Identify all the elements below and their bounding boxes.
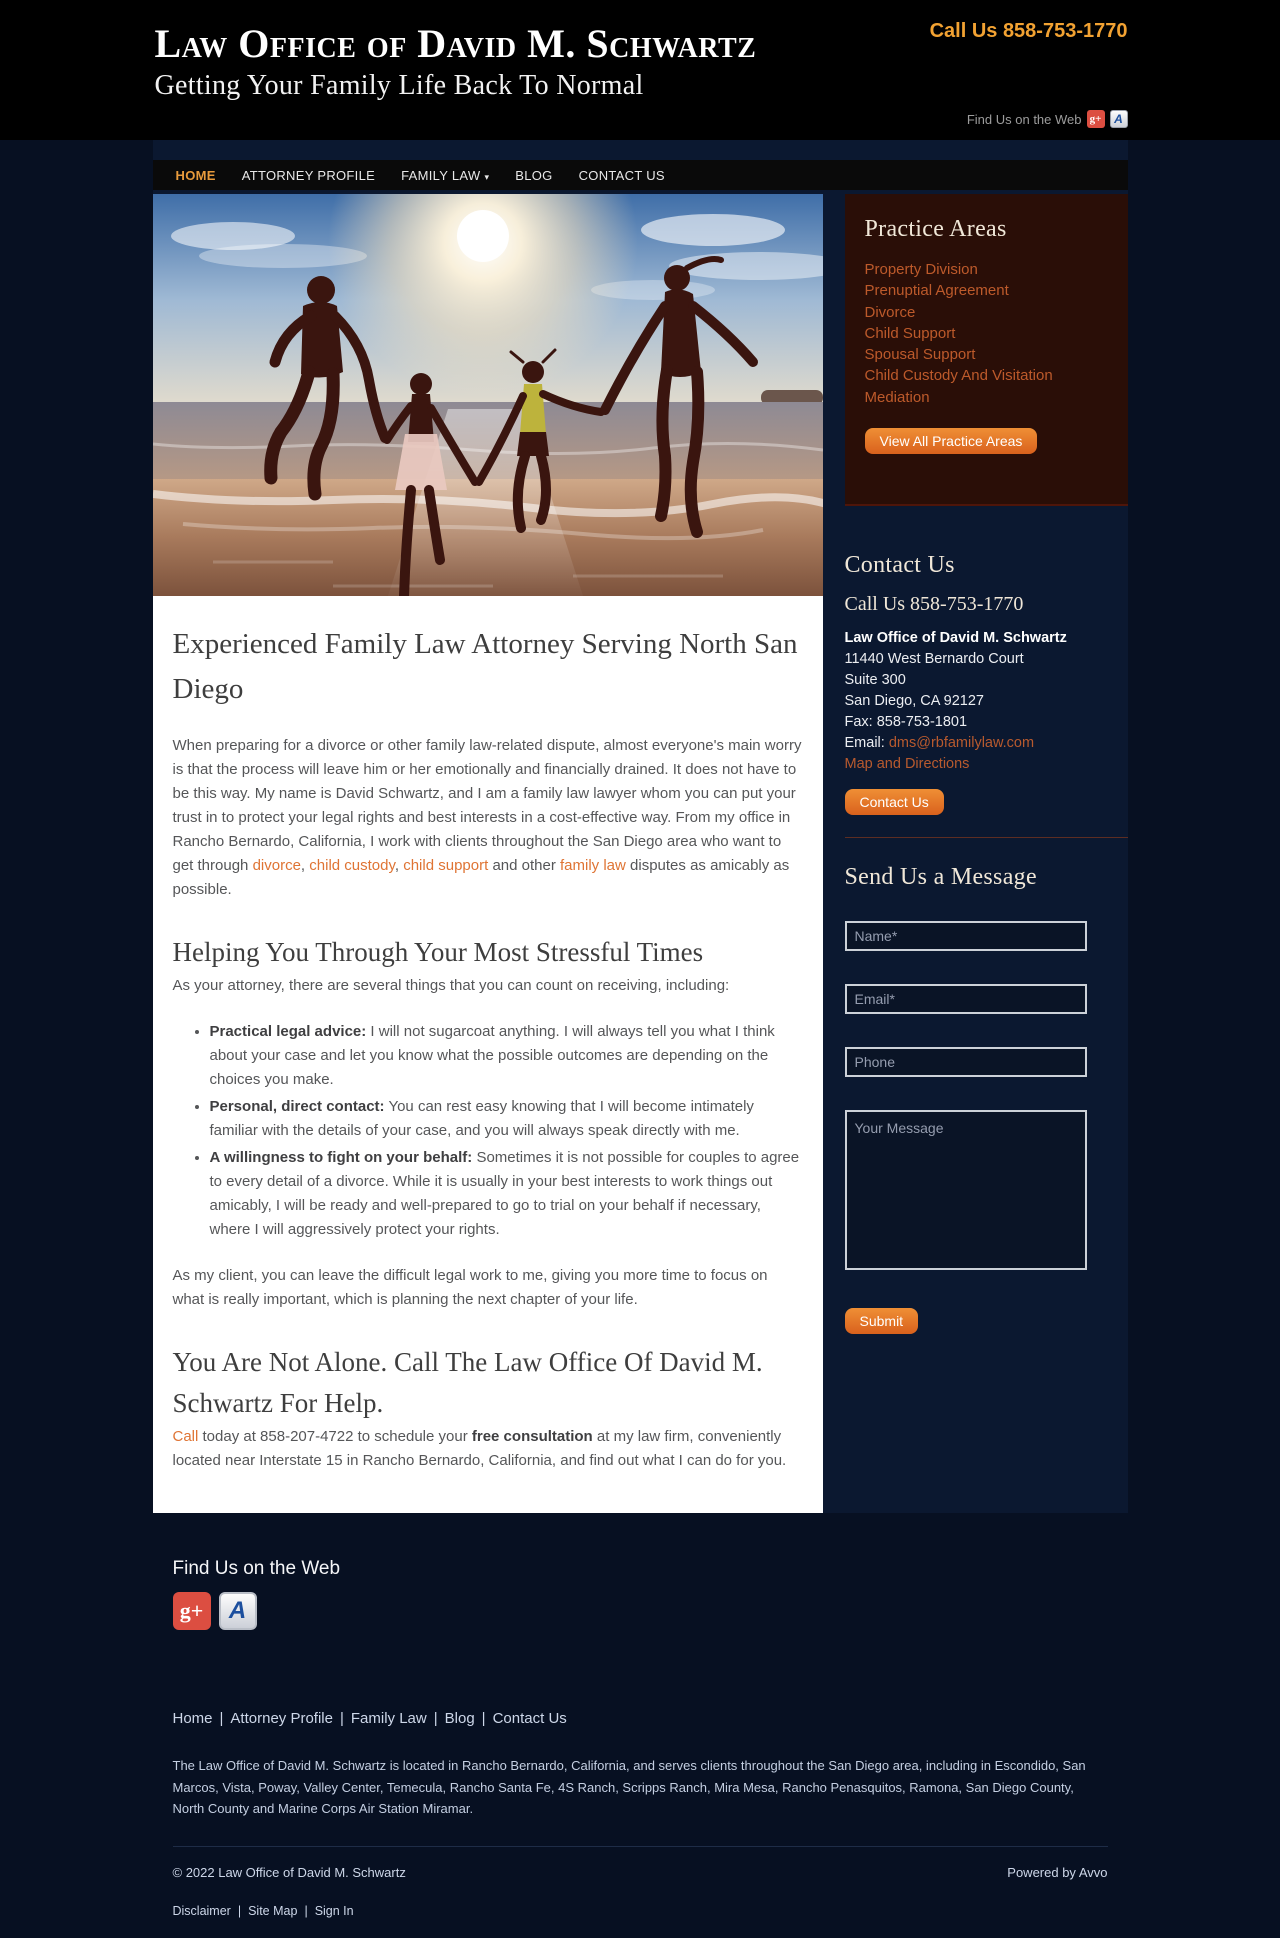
footer-find-us-label: Find Us on the Web <box>172 1558 341 1580</box>
footer-link-blog[interactable]: Blog <box>444 1710 475 1728</box>
submit-button[interactable]: Submit <box>845 1308 919 1334</box>
view-all-practice-areas-button[interactable]: View All Practice Areas <box>865 428 1038 454</box>
send-message-title: Send Us a Message <box>844 864 1037 891</box>
site-title: Law Office of David M. Schwartz <box>154 21 757 66</box>
practice-link-property-division[interactable]: Property Division <box>864 261 978 278</box>
fax-line: Fax: 858-753-1801 <box>844 714 968 731</box>
email-line: Email: dms@rbfamilylaw.com <box>844 735 1035 752</box>
map-directions-link[interactable]: Map and Directions <box>844 756 970 773</box>
footer-divider <box>173 1846 1108 1847</box>
copyright-text: © 2022 Law Office of David M. Schwartz <box>172 1864 406 1880</box>
practice-link-prenuptial-agreement[interactable]: Prenuptial Agreement <box>864 282 1009 300</box>
footer-legal-links: Disclaimer | Site Map | Sign In <box>172 1903 354 1918</box>
header-phone: Call Us 858-753-1770 <box>929 20 1128 42</box>
footer-link-home[interactable]: Home <box>172 1710 213 1728</box>
intro-paragraph: When preparing for a divorce or other family law-related dispute, almost everyone's main worry is that the process will leave him or her emotionally and financially drained. It does not have to be this way. My name is David Schwartz, and I am a family law lawyer whom you can put your trust in to protect your legal rights and best interests in a cost-effective way. From my office in Rancho Bernardo, California, I work with clients throughout the San Diego area who want to get through divorce, child custody, child support and other family law disputes as amicably as possible. <box>172 736 802 898</box>
sign-in-link[interactable]: Sign In <box>314 1903 354 1918</box>
nav-item-family-law[interactable]: FAMILY LAW ▾ <box>401 167 490 183</box>
nav-item-contact-us[interactable]: CONTACT US <box>578 167 665 183</box>
brand <box>153 0 757 140</box>
contact-address <box>845 628 1128 775</box>
section-heading-stressful-times: Helping You Through Your Most Stressful Times <box>172 936 704 967</box>
contact-title: Contact Us <box>844 552 955 578</box>
site-footer <box>153 1513 1128 1937</box>
practice-link-child-custody[interactable]: Child Custody And Visitation <box>864 367 1053 385</box>
google-plus-icon[interactable]: g+ <box>173 1592 211 1630</box>
cta-paragraph: Call today at 858-207-4722 to schedule your free consultation at my law firm, conveniently located near Interstate 15 in Rancho Bernardo, California, and find out what I can do for you. <box>172 1428 787 1470</box>
hero-image-family-beach <box>153 194 823 596</box>
contact-phone: Call Us 858-753-1770 <box>844 593 1024 615</box>
message-textarea[interactable] <box>845 1110 1087 1270</box>
inline-link[interactable]: child support <box>403 856 489 874</box>
google-plus-icon[interactable]: g+ <box>1087 110 1105 128</box>
site-header <box>0 0 1280 140</box>
find-us-label: Find Us on the Web <box>966 111 1082 127</box>
practice-link-child-support[interactable]: Child Support <box>864 324 956 342</box>
email-link[interactable]: dms@rbfamilylaw.com <box>888 735 1035 752</box>
closing-paragraph: As my client, you can leave the difficult legal work to me, giving you more time to focus on what is really important, which is planning the next chapter of your life. <box>172 1267 768 1309</box>
contact-panel <box>845 506 1128 838</box>
nav-item-home[interactable]: HOME <box>175 167 216 183</box>
footer-nav: Home | Attorney Profile | Family Law | Blog | Contact Us <box>172 1710 567 1728</box>
list-item: • Personal, direct contact: You can rest easy knowing that I will become intimately familiar with the details of your case, and you will always speak directly with me. <box>210 1095 803 1143</box>
list-intro: As your attorney, there are several things that you can count on receiving, including: <box>172 977 730 995</box>
site-map-link[interactable]: Site Map <box>248 1903 298 1918</box>
chevron-down-icon: ▾ <box>484 171 490 182</box>
list-item: • Practical legal advice: I will not sugarcoat anything. I will always tell you what I think about your case and let you know what the possible outcomes are depending on the choices you make. <box>210 1020 803 1092</box>
sidebar <box>845 194 1128 1334</box>
footer-locality-text: The Law Office of David M. Schwartz is located in Rancho Bernardo, California, and serves clients throughout the San Diego area, including in Escondido, San Marcos, Vista, Poway, Valley Center, Temecula, Rancho Santa Fe, 4S Ranch, Scripps Ranch, Mira Mesa, Rancho Penasquitos, Ramona, San Diego County, North County and Marine Corps Air Station Miramar. <box>172 1758 1086 1817</box>
inline-link[interactable]: divorce <box>252 856 301 874</box>
contact-us-button[interactable]: Contact Us <box>845 789 944 815</box>
inline-link[interactable]: child custody <box>309 856 395 874</box>
main-nav <box>153 160 1128 190</box>
footer-link-contact-us[interactable]: Contact Us <box>492 1710 567 1728</box>
footer-link-family-law[interactable]: Family Law <box>350 1710 427 1728</box>
send-message-panel <box>845 838 1128 1334</box>
practice-link-mediation[interactable]: Mediation <box>864 388 930 406</box>
address-line: 11440 West Bernardo Court <box>844 651 1024 668</box>
phone-input[interactable] <box>845 1047 1087 1077</box>
practice-link-spousal-support[interactable]: Spousal Support <box>864 346 976 364</box>
firm-name: Law Office of David M. Schwartz <box>844 630 1067 646</box>
disclaimer-link[interactable]: Disclaimer <box>172 1903 231 1918</box>
nav-item-attorney-profile[interactable]: ATTORNEY PROFILE <box>241 167 376 183</box>
page-title: Experienced Family Law Attorney Serving North San Diego <box>172 628 798 705</box>
practice-link-divorce[interactable]: Divorce <box>864 303 916 321</box>
inline-link[interactable]: family law <box>560 856 626 874</box>
address-line: Suite 300 <box>844 672 906 689</box>
site-tagline: Getting Your Family Life Back To Normal <box>154 70 644 101</box>
main-content <box>153 596 823 1513</box>
section-heading-help: You Are Not Alone. Call The Law Office Of David M. Schwartz For Help. <box>172 1347 763 1418</box>
practice-areas-panel <box>845 194 1128 506</box>
address-line: San Diego, CA 92127 <box>844 693 984 710</box>
name-input[interactable] <box>845 921 1087 951</box>
nav-item-blog[interactable]: BLOG <box>515 167 553 183</box>
powered-by-text: Powered by Avvo <box>1007 1864 1108 1880</box>
avvo-icon[interactable]: A <box>219 1592 257 1630</box>
inline-link[interactable]: Call <box>172 1428 199 1446</box>
list-item: • A willingness to fight on your behalf: Sometimes it is not possible for couples to agree to every detail of a divorce. While it is usually in your best interests to work things out amicably, I will be ready and well-prepared to go to trial on your behalf if necessary, where I will aggressively protect your rights. <box>210 1146 803 1242</box>
benefits-list <box>173 1020 803 1242</box>
email-input[interactable] <box>845 984 1087 1014</box>
footer-link-attorney-profile[interactable]: Attorney Profile <box>230 1710 333 1728</box>
avvo-icon[interactable]: A <box>1110 110 1128 128</box>
practice-areas-title: Practice Areas <box>864 216 1007 242</box>
practice-areas-links <box>865 259 1108 408</box>
page-container <box>153 140 1128 1513</box>
